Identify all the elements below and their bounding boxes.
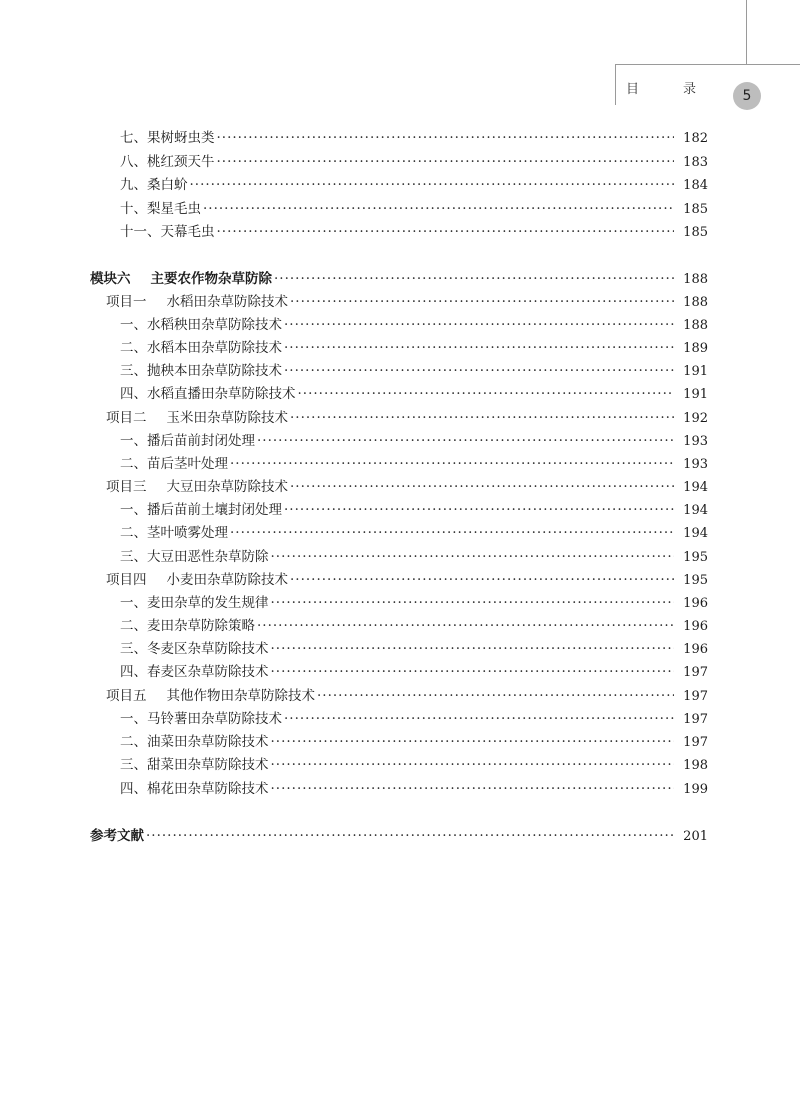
dot-leader: [274, 268, 674, 290]
dot-leader: [284, 708, 674, 730]
toc-entry-label: 四、水稻直播田杂草防除技术: [120, 386, 296, 402]
dot-leader: [290, 407, 674, 429]
toc-entry-page: 197: [683, 712, 708, 727]
toc-entry-label: 三、甜菜田杂草防除技术: [120, 757, 269, 773]
toc-entry-label: 十、梨星毛虫: [120, 201, 201, 217]
toc-entry-page: 195: [683, 550, 708, 565]
toc-entry-sec-9[interactable]: [120, 174, 708, 196]
toc-entry-label: 二、麦田杂草防除策略: [120, 618, 255, 634]
header-title-char-2: 录: [682, 82, 696, 97]
toc-project-label: 项目三 大豆田杂草防除技术: [106, 479, 288, 495]
toc-entry-page: 197: [683, 689, 708, 704]
dot-leader: [271, 754, 675, 776]
toc-entry-page: 194: [683, 526, 708, 541]
toc-entry-page: 188: [683, 318, 708, 333]
dot-leader: [317, 685, 674, 707]
toc-entry-label: 八、桃红颈天牛: [120, 154, 215, 170]
toc-entry-page: 196: [683, 619, 708, 634]
toc-entry-p2-1[interactable]: [120, 430, 708, 452]
toc-entry-project-5[interactable]: [106, 685, 708, 707]
toc-entry-label: 二、水稻本田杂草防除技术: [120, 340, 282, 356]
toc-entry-label: 三、抛秧本田杂草防除技术: [120, 363, 282, 379]
header-vertical-rule: [746, 0, 747, 64]
toc-entry-label: 参考文献: [90, 828, 144, 844]
toc-project-label: 项目一 水稻田杂草防除技术: [106, 294, 288, 310]
toc-entry-page: 194: [683, 503, 708, 518]
dot-leader: [271, 731, 675, 753]
dot-leader: [271, 546, 675, 568]
toc-entry-page: 201: [683, 829, 708, 844]
toc-entry-p4-4[interactable]: [120, 661, 708, 683]
toc-entry-label: 三、冬麦区杂草防除技术: [120, 641, 269, 657]
toc-project-label: 项目二 玉米田杂草防除技术: [106, 410, 288, 426]
dot-leader: [284, 360, 674, 382]
toc-entry-project-1[interactable]: [106, 291, 708, 313]
header-title-char-1: 目: [626, 82, 640, 97]
toc-entry-page: 182: [683, 131, 708, 146]
toc-entry-page: 196: [683, 642, 708, 657]
toc-entry-sec-7[interactable]: [120, 127, 708, 149]
toc-entry-label: 九、桑白蚧: [120, 177, 188, 193]
toc-entry-label: 一、麦田杂草的发生规律: [120, 595, 269, 611]
toc-entry-sec-10[interactable]: [120, 198, 708, 220]
toc-entry-p1-2[interactable]: [120, 337, 708, 359]
dot-leader: [284, 499, 674, 521]
dot-leader: [203, 198, 674, 220]
toc-entry-project-3[interactable]: [106, 476, 708, 498]
toc-entry-p4-3[interactable]: [120, 638, 708, 660]
toc-entry-label: 七、果树蚜虫类: [120, 130, 215, 146]
toc-project-label: 项目五 其他作物田杂草防除技术: [106, 688, 315, 704]
toc-entry-page: 196: [683, 596, 708, 611]
toc-entry-p4-1[interactable]: [120, 592, 708, 614]
toc-entry-module-6[interactable]: [90, 268, 708, 290]
toc-entry-page: 183: [683, 155, 708, 170]
dot-leader: [284, 337, 674, 359]
toc-entry-label: 十一、天幕毛虫: [120, 224, 215, 240]
toc-entry-page: 195: [683, 573, 708, 588]
toc-entry-p2-2[interactable]: [120, 453, 708, 475]
toc-entry-p5-2[interactable]: [120, 731, 708, 753]
toc-entry-page: 189: [683, 341, 708, 356]
dot-leader: [271, 661, 675, 683]
toc-entry-label: 一、马铃薯田杂草防除技术: [120, 711, 282, 727]
dot-leader: [271, 778, 675, 800]
dot-leader: [271, 638, 675, 660]
toc-entry-page: 194: [683, 480, 708, 495]
toc-entry-page: 198: [683, 758, 708, 773]
dot-leader: [217, 151, 675, 173]
dot-leader: [257, 615, 674, 637]
toc-entry-label: 一、播后苗前封闭处理: [120, 433, 255, 449]
toc-entry-p5-4[interactable]: [120, 778, 708, 800]
toc-entry-page: 191: [683, 387, 708, 402]
dot-leader: [298, 383, 675, 405]
dot-leader: [230, 453, 674, 475]
toc-entry-page: 192: [683, 411, 708, 426]
dot-leader: [271, 592, 675, 614]
toc-entry-p3-3[interactable]: [120, 546, 708, 568]
toc-entry-sec-11[interactable]: [120, 221, 708, 243]
toc-entry-page: 193: [683, 457, 708, 472]
toc-module-label: 模块六 主要农作物杂草防除: [90, 271, 272, 287]
page-number-badge: 5: [733, 82, 761, 110]
dot-leader: [284, 314, 674, 336]
toc-entry-page: 184: [683, 178, 708, 193]
toc-entry-page: 185: [683, 225, 708, 240]
toc-entry-label: 一、播后苗前土壤封闭处理: [120, 502, 282, 518]
toc-entry-page: 188: [683, 295, 708, 310]
toc-entry-p5-1[interactable]: [120, 708, 708, 730]
dot-leader: [146, 825, 674, 847]
toc-entry-page: 191: [683, 364, 708, 379]
toc-entry-p4-2[interactable]: [120, 615, 708, 637]
toc-entry-p1-3[interactable]: [120, 360, 708, 382]
toc-entry-project-4[interactable]: [106, 569, 708, 591]
toc-entry-label: 四、春麦区杂草防除技术: [120, 664, 269, 680]
toc-entry-project-2[interactable]: [106, 407, 708, 429]
toc-entry-p1-4[interactable]: [120, 383, 708, 405]
toc-entry-sec-8[interactable]: [120, 151, 708, 173]
dot-leader: [230, 522, 674, 544]
dot-leader: [257, 430, 674, 452]
dot-leader: [290, 476, 674, 498]
dot-leader: [290, 569, 674, 591]
toc-entry-p1-1[interactable]: [120, 314, 708, 336]
toc-entry-references[interactable]: [90, 825, 708, 847]
toc-entry-p3-1[interactable]: [120, 499, 708, 521]
toc-entry-label: 四、棉花田杂草防除技术: [120, 781, 269, 797]
toc-entry-page: 199: [683, 782, 708, 797]
toc-entry-page: 185: [683, 202, 708, 217]
toc-entry-page: 188: [683, 272, 708, 287]
toc-entry-label: 三、大豆田恶性杂草防除: [120, 549, 269, 565]
toc-entry-label: 二、茎叶喷雾处理: [120, 525, 228, 541]
running-header-title: [626, 80, 696, 100]
toc-entry-label: 一、水稻秧田杂草防除技术: [120, 317, 282, 333]
toc-entry-p3-2[interactable]: [120, 522, 708, 544]
toc-entry-page: 197: [683, 665, 708, 680]
dot-leader: [217, 127, 675, 149]
toc-entry-page: 197: [683, 735, 708, 750]
toc-entry-p5-3[interactable]: [120, 754, 708, 776]
toc-project-label: 项目四 小麦田杂草防除技术: [106, 572, 288, 588]
dot-leader: [190, 174, 675, 196]
toc-entry-page: 193: [683, 434, 708, 449]
dot-leader: [217, 221, 675, 243]
toc-entry-label: 二、油菜田杂草防除技术: [120, 734, 269, 750]
toc-entry-label: 二、苗后茎叶处理: [120, 456, 228, 472]
dot-leader: [290, 291, 674, 313]
